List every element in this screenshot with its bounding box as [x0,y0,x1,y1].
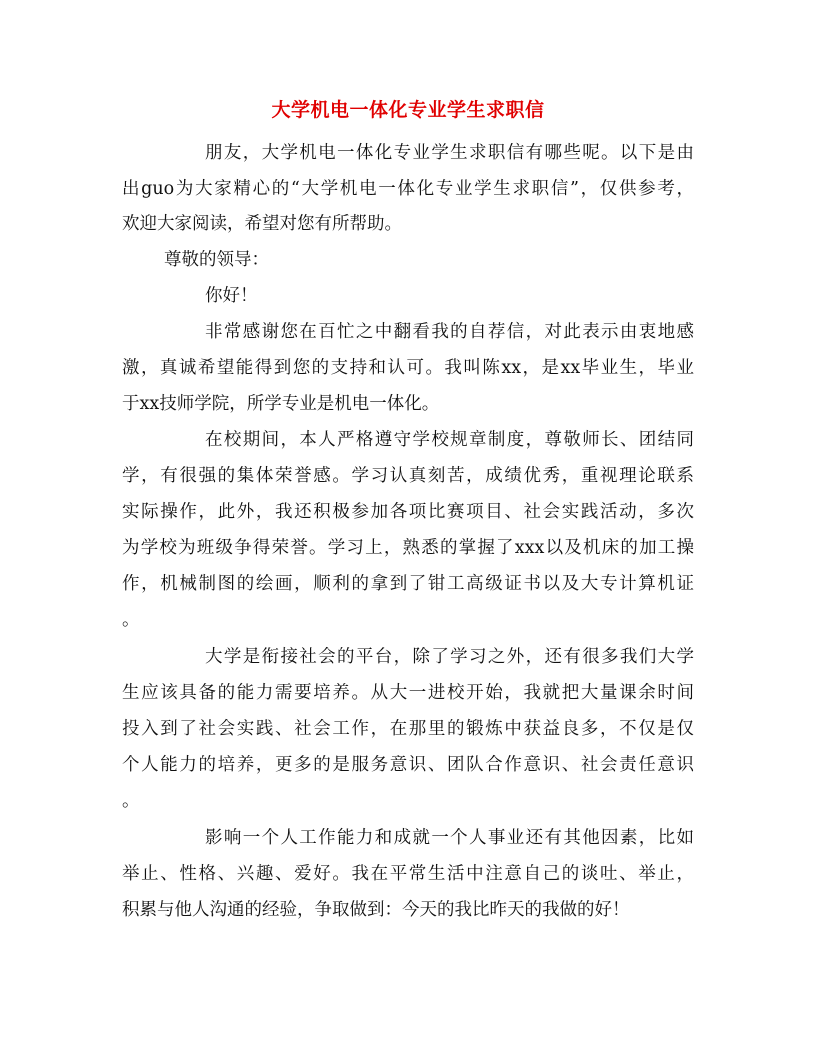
paragraph-line: 大学是衔接社会的平台，除了学习之外，还有很多我们大学 [205,647,694,667]
paragraph-line: 学，有很强的集体荣誉感。学习认真刻苦，成绩优秀，重视理论联系 [122,466,694,486]
paragraph-line: 激，真诚希望能得到您的支持和认可。我叫陈xx，是xx毕业生，毕业 [122,358,694,378]
paragraph-line: 为学校为班级争得荣誉。学习上，熟悉的掌握了xxx以及机床的加工操 [122,538,694,558]
paragraph-line: 。 [122,791,140,811]
paragraph-line: 在校期间，本人严格遵守学校规章制度，尊敬师长、团结同 [205,430,694,450]
paragraph-line: 实际操作，此外，我还积极参加各项比赛项目、社会实践活动，多次 [122,502,694,522]
paragraph-line: 生应该具备的能力需要培养。从大一进校开始，我就把大量课余时间 [122,683,694,703]
paragraph-line: 于xx技师学院，所学专业是机电一体化。 [122,394,440,414]
paragraph-line: 投入到了社会实践、社会工作，在那里的锻炼中获益良多，不仅是仅 [122,719,694,739]
paragraph-line: 积累与他人沟通的经验，争取做到：今天的我比昨天的我做的好！ [122,900,630,920]
paragraph-line: 非常感谢您在百忙之中翻看我的自荐信，对此表示由衷地感 [205,322,694,342]
salutation: 尊敬的领导： [164,250,269,270]
document-title: 大学机电一体化专业学生求职信 [271,99,545,121]
paragraph-line: 出guo为大家精心的“大学机电一体化专业学生求职信”，仅供参考， [122,179,694,199]
paragraph-line: 影响一个人工作能力和成就一个人事业还有其他因素，比如 [205,828,694,848]
paragraph-line: 举止、性格、兴趣、爱好。我在平常生活中注意自己的谈吐、举止， [122,864,694,884]
paragraph-line: 。 [122,610,140,630]
paragraph-line: 作，机械制图的绘画，顺利的拿到了钳工高级证书以及大专计算机证 [122,574,694,594]
paragraph-line: 欢迎大家阅读，希望对您有所帮助。 [122,214,402,234]
paragraph-line: 朋友，大学机电一体化专业学生求职信有哪些呢。以下是由 [205,143,694,163]
greeting: 你好！ [205,286,258,306]
paragraph-line: 个人能力的培养，更多的是服务意识、团队合作意识、社会责任意识 [122,755,694,775]
